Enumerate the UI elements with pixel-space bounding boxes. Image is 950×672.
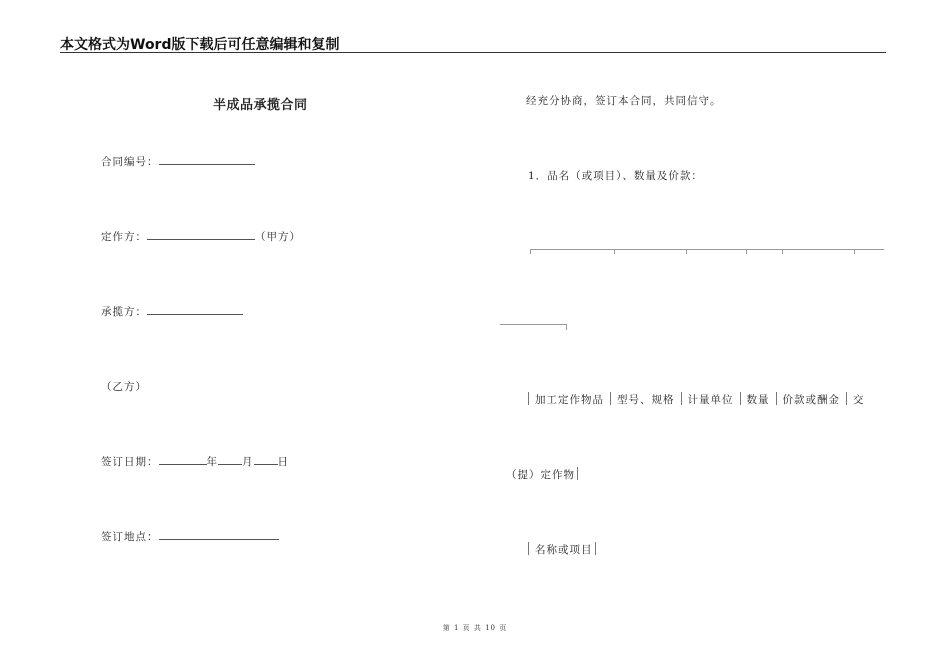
header-divider — [60, 52, 886, 53]
header-cell-quantity: 数量 — [746, 394, 770, 406]
row-2-text: （提）定作物 — [506, 469, 575, 481]
table-tick — [686, 249, 687, 254]
header-cell-price: 价款或酬金 — [782, 394, 840, 406]
contract-number-row — [101, 154, 255, 169]
contractor-blank — [147, 304, 243, 315]
section-1-heading: 1．品名（或项目）、数量及价款： — [528, 170, 703, 182]
maker-blank — [147, 229, 255, 240]
party-b-label: （乙方） — [101, 381, 147, 393]
sign-place-row — [101, 529, 279, 544]
year-label: 年 — [206, 456, 218, 468]
maker-suffix: （甲方） — [255, 231, 301, 243]
sign-date-row — [101, 454, 289, 469]
contract-title: 半成品承揽合同 — [213, 98, 308, 113]
table-tick — [854, 249, 855, 254]
sign-place-blank — [159, 529, 279, 540]
cell-separator — [610, 392, 611, 405]
day-blank — [254, 454, 278, 465]
header-cell-delivery: 交 — [853, 394, 865, 406]
maker-row — [101, 229, 301, 244]
day-label: 日 — [277, 456, 289, 468]
contractor-row — [101, 304, 243, 319]
cell-separator — [776, 392, 777, 405]
intro-text: 经充分协商，签订本合同，共同信守。 — [526, 95, 722, 107]
cell-separator — [595, 542, 596, 555]
year-blank — [159, 454, 207, 465]
cell-separator — [528, 542, 529, 555]
cell-separator — [740, 392, 741, 405]
table-tick — [782, 249, 783, 254]
contract-number-blank — [159, 154, 255, 165]
month-blank — [218, 454, 242, 465]
table-tick — [746, 249, 747, 254]
header-cell-unit: 计量单位 — [687, 394, 734, 406]
sign-place-label: 签订地点： — [101, 531, 159, 543]
table-tick — [614, 249, 615, 254]
table-header-row — [528, 392, 865, 407]
cell-separator — [577, 467, 578, 480]
cell-separator — [528, 392, 529, 405]
table-fragment-rule — [500, 324, 566, 325]
table-tick — [566, 324, 567, 330]
table-tick — [530, 249, 531, 254]
sign-date-label: 签订日期： — [101, 456, 159, 468]
row-3-text: 名称或项目 — [535, 544, 593, 556]
table-row-2 — [506, 467, 584, 482]
cell-separator — [846, 392, 847, 405]
contractor-label: 承揽方： — [101, 306, 147, 318]
document-header-title: 本文格式为Word版下载后可任意编辑和复制 — [60, 37, 340, 53]
table-top-border — [530, 249, 884, 250]
maker-label: 定作方： — [101, 231, 147, 243]
cell-separator — [681, 392, 682, 405]
header-cell-item: 加工定作物品 — [535, 394, 604, 406]
contract-number-label: 合同编号： — [101, 156, 159, 168]
table-row-3 — [528, 542, 602, 557]
header-cell-spec: 型号、规格 — [617, 394, 675, 406]
page-number: 第 1 页 共 10 页 — [442, 624, 508, 632]
month-label: 月 — [242, 456, 254, 468]
